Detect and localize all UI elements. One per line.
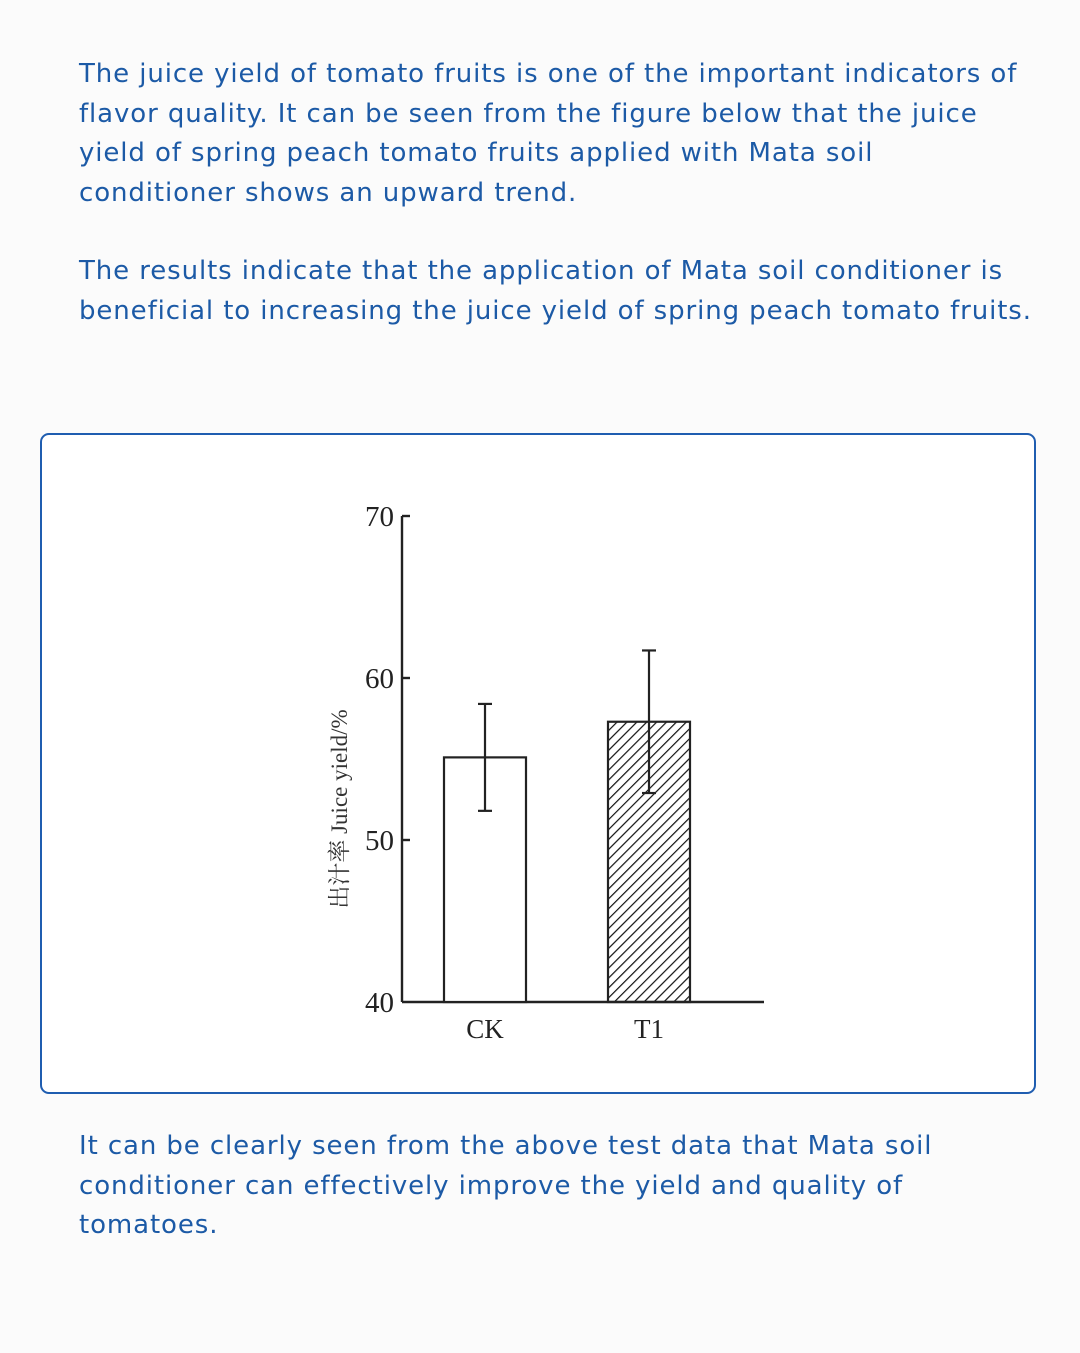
result-paragraph: The results indicate that the application of Mata soil conditioner is beneficial to increasing the juice yield of spring peach tomato fruits. [79, 256, 1032, 326]
y-tick-label: 60 [365, 663, 394, 695]
y-tick-label: 70 [365, 501, 394, 533]
category-label-ck: CK [466, 1014, 504, 1044]
y-axis-title: 出汁率 Juice yield/% [327, 709, 352, 909]
category-label-t1: T1 [634, 1014, 664, 1044]
y-tick-label: 50 [365, 825, 394, 857]
conclusion-paragraph: It can be clearly seen from the above test data that Mata soil conditioner can effectively improve the yield and quality of tomatoes. [79, 1131, 933, 1240]
intro-paragraph: The juice yield of tomato fruits is one of the important indicators of flavor quality. It can be seen from the figure below that the juice yield of spring peach tomato fruits applied with Mata soil conditioner shows an upward trend. [79, 59, 1018, 208]
juice-yield-chart [42, 435, 1034, 1092]
y-tick-label: 40 [365, 987, 394, 1019]
chart-frame [40, 433, 1036, 1094]
